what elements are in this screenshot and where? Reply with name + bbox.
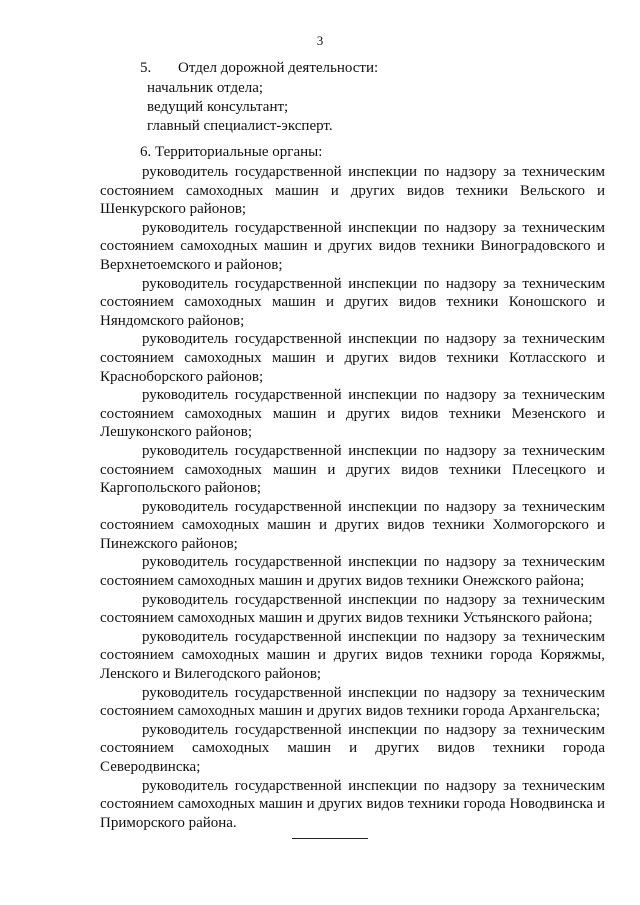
inspection-head-entry: руководитель государственной инспекции по надзору за техническим состоянием самоходных машин и других видов техники Вельского и Шенкурского районов; [100,164,605,218]
inspection-head-entry: руководитель государственной инспекции по надзору за техническим состоянием самоходных машин и других видов техники Устьянского района; [100,591,605,627]
inspection-head-entry: руководитель государственной инспекции по надзору за техническим состоянием самоходных машин и других видов техники Холмогорского и Пинежского районов; [100,498,605,552]
inspection-head-entry: руководитель государственной инспекции по надзору за техническим состоянием самоходных машин и других видов техники Котласского и Красноборского районов; [100,331,605,385]
inspection-head-entry: руководитель государственной инспекции по надзору за техническим состоянием самоходных машин и других видов техники Плесецкого и Каргопольского районов; [100,442,605,497]
section6-entry-list [100,163,605,832]
section5-position-list [147,79,333,136]
inspection-head-entry: руководитель государственной инспекции по надзору за техническим состоянием самоходных машин и других видов техники города Коряжмы, Ленского и Вилегодского районов; [100,628,605,683]
inspection-head-entry: руководитель государственной инспекции по надзору за техническим состоянием самоходных машин и других видов техники города Новодвинска и Приморского района. [100,777,605,831]
inspection-head-entry: руководитель государственной инспекции по надзору за техническим состоянием самоходных машин и других видов техники города Архангельска; [100,684,605,720]
inspection-head-entry: руководитель государственной инспекции по надзору за техническим состоянием самоходных машин и других видов техники Коношского и Няндомского районов; [100,275,605,329]
end-of-document-rule [292,838,368,839]
section5-title: Отдел дорожной деятельности: [178,60,379,76]
section6-heading: 6. Территориальные органы: [140,144,323,160]
section5-position: главный специалист-эксперт. [147,118,333,134]
section5-position: ведущий консультант; [147,99,289,115]
inspection-head-entry: руководитель государственной инспекции по надзору за техническим состоянием самоходных машин и других видов техники Виноградовского и Верхнетоемского и районов; [100,219,605,273]
inspection-head-entry: руководитель государственной инспекции по надзору за техническим состоянием самоходных машин и других видов техники Мезенского и Лешуконского районов; [100,387,605,441]
page-number: 3 [316,33,324,48]
inspection-head-entry: руководитель государственной инспекции по надзору за техническим состоянием самоходных машин и других видов техники Онежского района; [100,554,605,590]
section5-heading [140,60,378,77]
section5-position: начальник отдела; [147,80,264,96]
section5-number: 5. [140,60,152,76]
inspection-head-entry: руководитель государственной инспекции по надзору за техническим состоянием самоходных машин и других видов техники города Северодвинска; [100,721,605,775]
